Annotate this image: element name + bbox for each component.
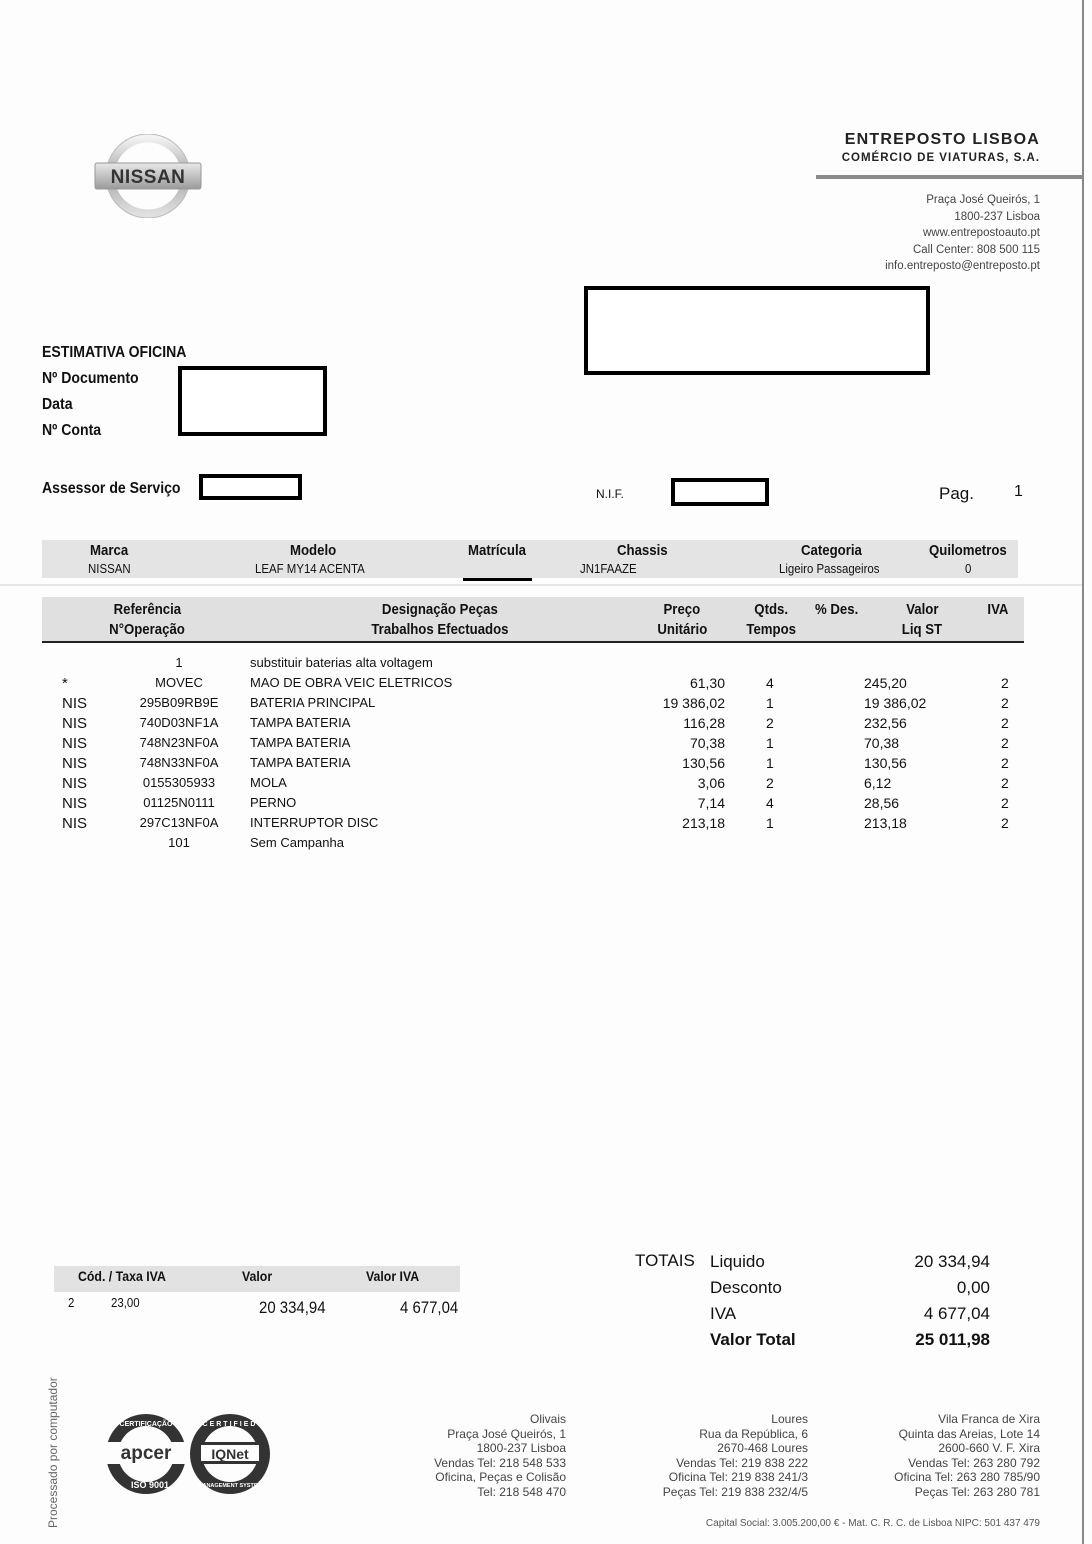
- row-quantity: 2: [766, 775, 774, 791]
- branch-line: Praça José Queirós, 1: [447, 1426, 566, 1441]
- branch-line: Rua da República, 6: [699, 1426, 808, 1441]
- vehicle-header-plate: Matrícula: [468, 542, 526, 559]
- row-prefix: NIS: [62, 735, 88, 752]
- svg-text:MANAGEMENT SYSTEM: MANAGEMENT SYSTEM: [197, 1483, 263, 1489]
- branch-line: Oficina Tel: 219 838 241/3: [668, 1470, 808, 1485]
- branch-line: Vendas Tel: 263 280 792: [908, 1455, 1040, 1470]
- svg-text:apcer: apcer: [120, 1443, 172, 1464]
- row-description: Sem Campanha: [250, 835, 344, 850]
- row-reference: 297C13NF0A: [139, 815, 219, 830]
- row-reference: 1: [175, 655, 183, 670]
- table-row: [0, 695, 1082, 715]
- vehicle-separator: [0, 584, 1082, 586]
- branch-vila-franca-de-xira: [894, 1412, 1040, 1500]
- totals-discount-value: 0,00: [956, 1278, 990, 1297]
- table-row: [0, 675, 1082, 695]
- row-net-value: 19 386,02: [864, 695, 927, 711]
- label-account: Nº Conta: [42, 422, 102, 439]
- row-reference: 101: [168, 835, 190, 850]
- row-net-value: 245,20: [864, 675, 907, 691]
- company-address: [885, 192, 1040, 275]
- vat-code: 2: [68, 1295, 75, 1310]
- redacted-nif: [671, 478, 769, 506]
- row-prefix: NIS: [62, 695, 88, 712]
- header-net-value: Valor Liq ST: [901, 601, 943, 638]
- branch-line: 2600-660 V. F. Xira: [938, 1441, 1040, 1456]
- company-header-rule: [816, 175, 1084, 179]
- vehicle-header-category: Categoria: [801, 542, 862, 559]
- row-net-value: 130,56: [864, 755, 907, 771]
- vehicle-category: Ligeiro Passageiros: [779, 561, 880, 576]
- branch-line: Peças Tel: 263 280 781: [914, 1484, 1040, 1499]
- svg-text:ISO 9001: ISO 9001: [130, 1480, 170, 1490]
- company-address-line: 1800-237 Lisboa: [954, 210, 1040, 223]
- totals-vat-label: IVA: [710, 1304, 737, 1323]
- branch-line: 1800-237 Lisboa: [476, 1441, 566, 1456]
- branch-line: Vila Franca de Xira: [938, 1412, 1040, 1426]
- row-reference: MOVEC: [155, 675, 203, 690]
- vehicle-header-km: Quilometros: [929, 542, 1007, 559]
- row-quantity: 1: [766, 755, 774, 771]
- vat-rate: 23,00: [111, 1295, 140, 1310]
- row-prefix: NIS: [62, 755, 88, 772]
- row-description: TAMPA BATERIA: [250, 735, 351, 750]
- totals-liquid-label: Liquido: [710, 1252, 765, 1271]
- row-reference: 295B09RB9E: [139, 695, 219, 710]
- row-reference: 748N23NF0A: [139, 735, 219, 750]
- vat-amount: 4 677,04: [400, 1298, 459, 1317]
- row-prefix: NIS: [62, 775, 88, 792]
- company-call-center: Call Center: 808 500 115: [912, 243, 1040, 256]
- table-row: [0, 775, 1082, 795]
- table-row: [0, 795, 1082, 815]
- apcer-certification-icon: [104, 1412, 188, 1496]
- row-description: MOLA: [250, 775, 287, 790]
- svg-text:CERTIFIED: CERTIFIED: [202, 1421, 258, 1428]
- svg-text:IQNet: IQNet: [211, 1446, 249, 1462]
- row-unit-price: 213,18: [682, 815, 725, 831]
- table-row: [0, 755, 1082, 775]
- svg-text:CERTIFICAÇÃO: CERTIFICAÇÃO: [119, 1421, 173, 1428]
- row-vat-code: 2: [1001, 755, 1009, 771]
- row-net-value: 232,56: [864, 715, 907, 731]
- page-edge-line: [1082, 0, 1084, 1544]
- table-row: [0, 835, 1082, 855]
- row-description: PERNO: [250, 795, 297, 810]
- row-unit-price: 19 386,02: [662, 695, 725, 711]
- row-unit-price: 116,28: [683, 715, 725, 731]
- document-title: ESTIMATIVA OFICINA: [42, 344, 187, 361]
- branch-line: Quinta das Areias, Lote 14: [898, 1426, 1040, 1441]
- row-net-value: 70,38: [864, 735, 900, 751]
- header-reference: Referência N°Operação: [109, 601, 185, 638]
- vehicle-model: LEAF MY14 ACENTA: [255, 561, 365, 576]
- row-quantity: 4: [766, 795, 774, 811]
- capital-social-note: Capital Social: 3.005.200,00 € - Mat. C. R. C. de Lisboa NIPC: 501 437 479: [705, 1518, 1040, 1529]
- label-date: Data: [42, 396, 73, 413]
- vehicle-chassis: JN1FAAZE: [580, 561, 637, 576]
- vehicle-header-model: Modelo: [290, 542, 337, 559]
- row-description: TAMPA BATERIA: [250, 715, 351, 730]
- row-unit-price: 130,56: [682, 755, 725, 771]
- vat-header-code-rate: Cód. / Taxa IVA: [78, 1268, 166, 1284]
- row-quantity: 1: [766, 695, 774, 711]
- row-vat-code: 2: [1001, 715, 1009, 731]
- totals-vat-value: 4 677,04: [923, 1304, 990, 1323]
- row-reference: 01125N0111: [143, 795, 215, 810]
- row-vat-code: 2: [1001, 795, 1009, 811]
- vat-header-value: Valor: [242, 1268, 273, 1284]
- table-row: [0, 655, 1082, 675]
- table-row: [0, 715, 1082, 735]
- label-page: Pag.: [939, 484, 974, 503]
- branch-line: Vendas Tel: 218 548 533: [434, 1455, 566, 1470]
- row-unit-price: 70,38: [689, 735, 725, 751]
- row-prefix: NIS: [62, 715, 88, 732]
- row-unit-price: 61,30: [689, 675, 725, 691]
- vehicle-km: 0: [965, 561, 972, 576]
- row-vat-code: 2: [1001, 775, 1009, 791]
- totals-discount-label: Desconto: [710, 1278, 782, 1297]
- row-net-value: 6,12: [864, 775, 892, 791]
- nissan-logo-icon: [92, 134, 204, 218]
- header-discount: % Des.: [815, 601, 859, 618]
- row-description: MAO DE OBRA VEIC ELETRICOS: [250, 675, 453, 690]
- vat-header-vat-value: Valor IVA: [366, 1268, 420, 1284]
- vehicle-header-chassis: Chassis: [617, 542, 668, 559]
- row-quantity: 1: [766, 735, 774, 751]
- row-vat-code: 2: [1001, 815, 1009, 831]
- totals-liquid-value: 20 334,94: [914, 1252, 990, 1271]
- row-description: TAMPA BATERIA: [250, 755, 351, 770]
- page-number: 1: [1014, 483, 1023, 500]
- row-vat-code: 2: [1001, 695, 1009, 711]
- iqnet-certification-icon: [188, 1412, 272, 1496]
- row-description: INTERRUPTOR DISC: [250, 815, 379, 830]
- row-unit-price: 3,06: [697, 775, 725, 791]
- vat-base-value: 20 334,94: [259, 1298, 326, 1317]
- branch-loures: [663, 1412, 808, 1500]
- branch-line: Oficina, Peças e Colisão: [435, 1470, 566, 1485]
- branch-line: Oficina Tel: 263 280 785/90: [894, 1470, 1040, 1485]
- row-net-value: 213,18: [864, 815, 907, 831]
- branch-line: Vendas Tel: 219 838 222: [676, 1455, 808, 1470]
- header-unit-price: Preço Unitário: [657, 601, 707, 638]
- company-email: info.entreposto@entreposto.pt: [885, 260, 1040, 272]
- row-quantity: 1: [766, 815, 774, 831]
- row-net-value: 28,56: [864, 795, 900, 811]
- row-prefix: NIS: [62, 795, 88, 812]
- branch-line: Loures: [771, 1412, 808, 1426]
- label-doc-number: Nº Documento: [42, 370, 139, 387]
- vehicle-brand: NISSAN: [88, 561, 131, 576]
- row-reference: 740D03NF1A: [139, 715, 219, 730]
- row-vat-code: 2: [1001, 675, 1009, 691]
- label-nif: N.I.F.: [596, 487, 625, 501]
- label-advisor: Assessor de Serviço: [42, 480, 181, 497]
- table-row: [0, 815, 1082, 835]
- processed-by-computer: Processado por computador: [46, 1377, 60, 1528]
- company-address-line: Praça José Queirós, 1: [926, 194, 1040, 206]
- row-quantity: 2: [766, 715, 774, 731]
- header-quantity: Qtds. Tempos: [746, 601, 796, 638]
- redacted-advisor: [199, 474, 302, 500]
- header-description: Designação Peças Trabalhos Efectuados: [371, 601, 509, 638]
- branch-line: Tel: 218 548 470: [477, 1484, 566, 1499]
- row-unit-price: 7,14: [697, 795, 725, 811]
- row-reference: 748N33NF0A: [139, 755, 219, 770]
- branch-olivais: [434, 1412, 566, 1500]
- row-vat-code: 2: [1001, 735, 1009, 751]
- branch-line: Olivais: [529, 1412, 566, 1426]
- row-description: substituir baterias alta voltagem: [250, 655, 433, 670]
- totals-total-value: 25 011,98: [915, 1330, 990, 1349]
- totals-total-label: Valor Total: [710, 1330, 796, 1349]
- company-website: www.entrepostoauto.pt: [923, 227, 1040, 239]
- redacted-customer-address: [584, 286, 930, 375]
- row-quantity: 4: [766, 675, 774, 691]
- header-vat: IVA: [987, 601, 1009, 618]
- row-prefix: NIS: [62, 815, 88, 832]
- row-reference: 0155305933: [142, 775, 216, 790]
- branch-line: 2670-468 Loures: [717, 1441, 808, 1456]
- redacted-document-info: [178, 366, 327, 436]
- company-subtitle: COMÉRCIO DE VIATURAS, S.A.: [841, 152, 1040, 164]
- row-prefix: *: [62, 675, 68, 692]
- row-description: BATERIA PRINCIPAL: [250, 695, 376, 710]
- vehicle-header-brand: Marca: [90, 542, 129, 559]
- table-row: [0, 735, 1082, 755]
- totals-title: TOTAIS: [635, 1251, 695, 1270]
- svg-text:NISSAN: NISSAN: [110, 167, 186, 188]
- branch-line: Peças Tel: 219 838 232/4/5: [662, 1484, 808, 1499]
- company-name: ENTREPOSTO LISBOA: [844, 131, 1040, 148]
